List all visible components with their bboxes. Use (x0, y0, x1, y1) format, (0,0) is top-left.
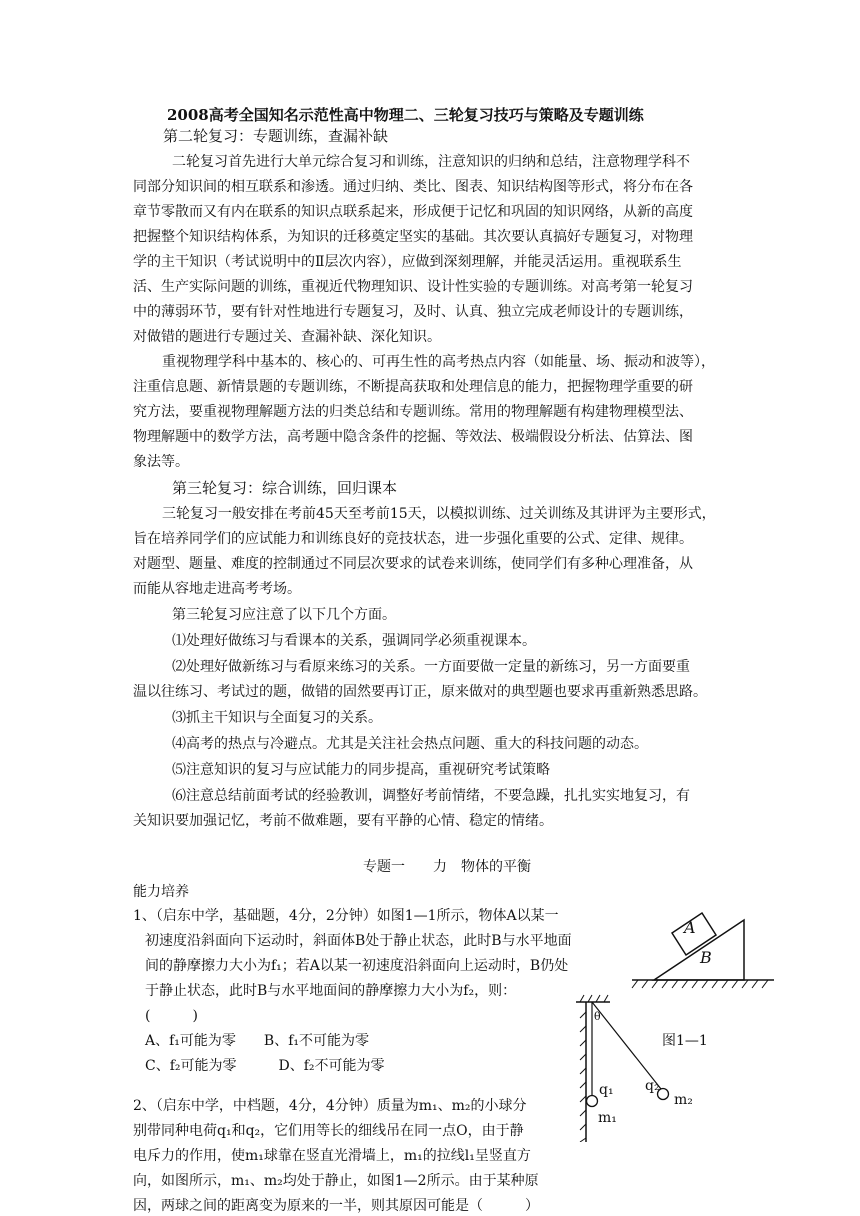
list-item: ⑶抓主干知识与全面复习的关系。 (172, 710, 382, 726)
figure-1-2-pendulums (570, 992, 720, 1142)
question-1-options-row: C、f₂可能为零 D、f₂不可能为零 (145, 1058, 385, 1074)
question-2-line: 别带同种电荷q₁和q₂，它们用等长的细线吊在同一点O，由于静 (133, 1123, 524, 1139)
paragraph-line: 重视物理学科中基本的、核心的、可再生性的高考热点内容（如能量、场、振动和波等）， (162, 354, 715, 370)
paragraph-line: 象法等。 (133, 454, 189, 470)
document-title: 2008高考全国知名示范性高中物理二、三轮复习技巧与策略及专题训练 (167, 106, 644, 124)
angle-theta-label: θ (594, 1010, 601, 1023)
paragraph-line: 学的主干知识（考试说明中的Ⅱ层次内容），应做到深刻理解，并能灵活运用。重视联系生 (133, 254, 682, 270)
paragraph-line: 把握整个知识结构体系，为知识的迁移奠定坚实的基础。其次要认真搞好专题复习，对物理 (133, 229, 693, 245)
paragraph-line: 旨在培养同学们的应试能力和训练良好的竞技状态，进一步强化重要的公式、定律、规律。 (133, 531, 693, 547)
list-item: 温以往练习、考试过的题，做错的固然要再订正，原来做对的典型题也要求再重新熟悉思路。 (133, 684, 707, 700)
list-item: ⑸注意知识的复习与应试能力的同步提高，重视研究考试策略 (172, 762, 550, 778)
paragraph-line: 活、生产实际问题的训练，重视近代物理知识、设计性实验的专题训练。对高考第一轮复习 (133, 279, 693, 295)
topic-title: 专题一 力 物体的平衡 (363, 859, 531, 875)
paragraph-line: 第三轮复习应注意了以下几个方面。 (172, 607, 396, 623)
charge-q1-label: q₁ (599, 1082, 614, 1098)
list-item: ⑵处理好做新练习与看原来练习的关系。一方面要做一定量的新练习，另一方面要重 (172, 659, 690, 675)
list-item: 关知识要加强记忆，考前不做难题，要有平静的心情、稳定的情绪。 (133, 813, 553, 829)
question-1-options-row: A、f₁可能为零 B、f₁不可能为零 (145, 1033, 369, 1049)
question-1-line: 于静止状态，此时B与水平地面间的静摩擦力大小为f₂，则： (145, 983, 517, 999)
figure-1-1-caption: 图1—1 (662, 1033, 708, 1049)
question-2-line: 因，两球之间的距离变为原来的一半，则其原因可能是（ ） (133, 1198, 539, 1214)
section-heading-round-2: 第二轮复习：专题训练，查漏补缺 (163, 127, 389, 145)
paragraph-line: 对题型、题量、难度的控制通过不同层次要求的试卷来训练，使同学们有多种心理准备，从 (133, 556, 693, 572)
paragraph-line: 注重信息题、新情景题的专题训练，不断提高获取和处理信息的能力，把握物理学重要的研 (133, 379, 693, 395)
block-b-label: B (700, 948, 712, 967)
question-1-line: 初速度沿斜面向下运动时，斜面体B处于静止状态，此时B与水平地面 (145, 933, 572, 949)
question-1-line: 1、（启东中学，基础题，4分，2分钟）如图1—1所示，物体A以某一 (133, 908, 559, 924)
paragraph-line: 而能从容地走进高考考场。 (133, 581, 301, 597)
list-item: ⑹注意总结前面考试的经验教训，调整好考前情绪，不要急躁，扎扎实实地复习，有 (172, 788, 690, 804)
question-2-line: 2、（启东中学，中档题，4分，4分钟）质量为m₁、m₂的小球分 (133, 1098, 527, 1114)
paragraph-line: 同部分知识间的相互联系和渗透。通过归纳、类比、图表、知识结构图等形式，将分布在各 (133, 179, 693, 195)
paragraph-line: 二轮复习首先进行大单元综合复习和训练，注意知识的归纳和总结，注意物理学科不 (172, 154, 690, 170)
paragraph-line: 中的薄弱环节，要有针对性地进行专题复习，及时、认真、独立完成老师设计的专题训练， (133, 304, 693, 320)
question-2-line: 向，如图所示，m₁、m₂均处于静止，如图1—2所示。由于某种原 (133, 1173, 539, 1189)
figure-1-1-incline (628, 900, 778, 990)
charge-q2-label: q₂ (645, 1078, 660, 1094)
list-item: ⑴处理好做练习与看课本的关系，强调同学必须重视课本。 (172, 633, 536, 649)
question-1-answer-blank: ( ) (145, 1008, 198, 1024)
paragraph-line: 三轮复习一般安排在考前45天至考前15天，以模拟训练、过关训练及其讲评为主要形式， (162, 506, 716, 522)
section-heading-round-3: 第三轮复习：综合训练，回归课本 (172, 479, 398, 497)
paragraph-line: 物理解题中的数学方法，高考题中隐含条件的挖掘、等效法、极端假设分析法、估算法、图 (133, 429, 693, 445)
question-1-line: 间的静摩擦力大小为f₁；若A以某一初速度沿斜面向上运动时，B仍处 (145, 958, 569, 974)
mass-m1-label: m₁ (598, 1110, 617, 1126)
question-2-line: 电斥力的作用，使m₁球靠在竖直光滑墙上，m₁的拉线l₁呈竖直方 (133, 1148, 531, 1164)
paragraph-line: 究方法，要重视物理解题方法的归类总结和专题训练。常用的物理解题有构建物理模型法、 (133, 404, 693, 420)
block-a-label: A (684, 918, 696, 937)
paragraph-line: 章节零散而又有内在联系的知识点联系起来，形成便于记忆和巩固的知识网络，从新的高度 (133, 204, 693, 220)
paragraph-line: 对做错的题进行专题过关、查漏补缺、深化知识。 (133, 329, 441, 345)
ability-heading: 能力培养 (133, 884, 189, 900)
mass-m2-label: m₂ (674, 1092, 693, 1108)
list-item: ⑷高考的热点与冷避点。尤其是关注社会热点问题、重大的科技问题的动态。 (172, 736, 648, 752)
